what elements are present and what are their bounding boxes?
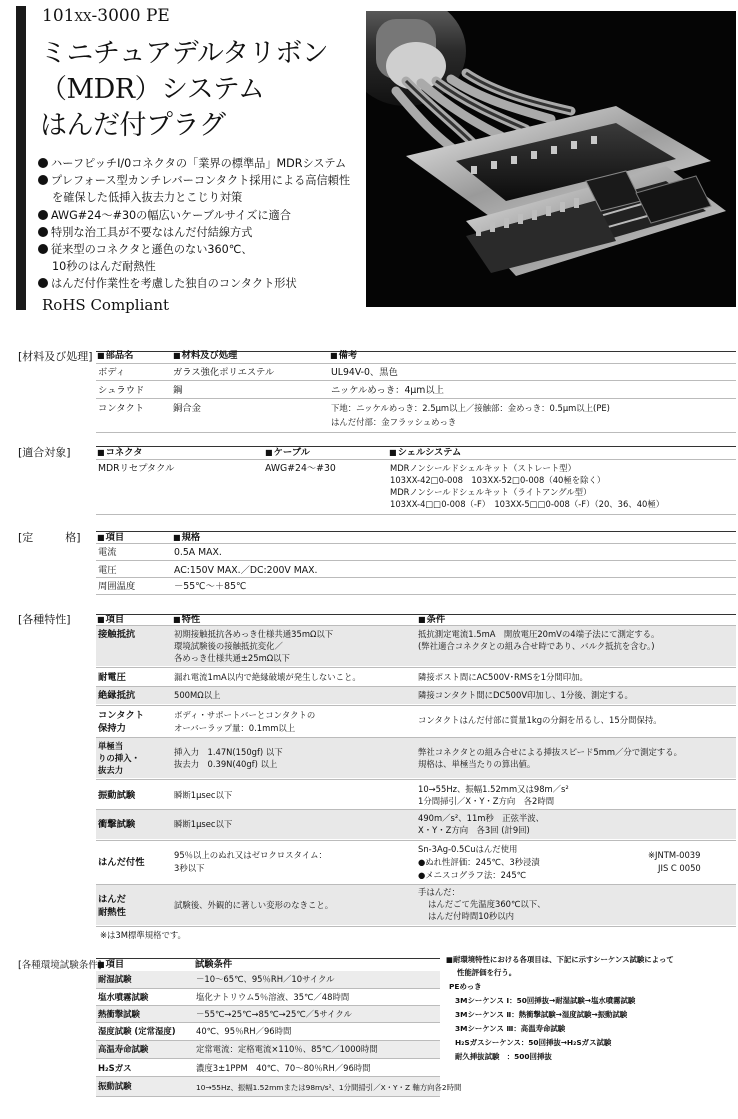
env-note: 耐久挿抜試験 ：500回挿抜 xyxy=(455,1052,552,1061)
char-cond: X・Y・Z方向 各3回 (計9回) xyxy=(418,825,530,835)
feature-item: を確保した低挿入抜去力とこじり対策 xyxy=(52,191,243,205)
char-spec: 試験後、外観的に著しい変形のなきこと。 xyxy=(174,900,334,910)
rohs-label: RoHS Compliant xyxy=(42,296,170,314)
char-cond: はんだごて先温度360℃以下、 xyxy=(428,899,546,909)
material-part: コンタクト xyxy=(98,403,145,414)
feature-item: はんだ付作業性を考慮した独自のコンタクト形状 xyxy=(38,275,368,292)
rating-value: －55℃～＋85℃ xyxy=(174,581,247,592)
page-title xyxy=(40,36,328,144)
col-header: ■ 備考 xyxy=(330,349,357,362)
bullet-icon xyxy=(38,244,48,254)
char-cond: コンタクトはんだ付部に質量1kgの分銅を吊るし、15分間保持。 xyxy=(418,715,662,725)
feature-item: 従来型のコネクタと遜色のない360℃、 xyxy=(38,241,368,258)
col-header: ■ 材料及び処理 xyxy=(173,349,237,362)
compat-shell: 103XX-4□□0-008（-F） 103XX-5□□0-008（-F）（20、36、40極） xyxy=(390,499,665,509)
env-cond: 40℃、95％RH／96時間 xyxy=(196,1026,292,1036)
env-note: 3Mシーケンス Ⅱ：熱衝撃試験→湿度試験→振動試験 xyxy=(455,1010,628,1019)
char-cond: ●ぬれ性評価：245℃、3秒浸漬 xyxy=(418,857,540,867)
env-note: 性能評価を行う。 xyxy=(457,968,517,977)
env-cond: 10→55Hz、振幅1.52mmまたは98m/s²、1分間掃引／X・Y・Z 軸方向各2時間 xyxy=(196,1083,462,1092)
product-photo xyxy=(366,11,736,307)
env-cond: －55℃→25℃→85℃→25℃／5サイクル xyxy=(196,1009,352,1019)
material-value: 鋼 xyxy=(173,385,183,396)
feature-item: ハーフピッチI/0コネクタの「業界の標準品」MDRシステム xyxy=(38,155,368,172)
bullet-icon xyxy=(38,278,48,288)
char-spec: 初期接触抵抗各めっき仕様共通35mΩ以下 xyxy=(174,629,334,639)
material-part: シュラウド xyxy=(98,385,145,396)
char-cond: 抵抗測定電流1.5mA 開放電圧20mVの4端子法にて測定する。 xyxy=(418,629,660,639)
char-ref: JIS C 0050 xyxy=(658,863,701,873)
char-cond: Sn-3Ag-0.5Cuはんだ使用 xyxy=(418,844,518,854)
rating-item: 周囲温度 xyxy=(98,581,136,592)
title-line: ミニチュアデルタリボン xyxy=(40,38,329,69)
char-spec: オーバーラップ量：0.1mm以上 xyxy=(174,723,296,733)
col-header: 試験条件 xyxy=(195,959,233,970)
char-spec: 500MΩ以上 xyxy=(174,690,221,700)
char-cond: 10→55Hz、振幅1.52mm又は98m／s² xyxy=(418,784,569,794)
env-item: H₂Sガス xyxy=(98,1063,132,1073)
char-spec: ボディ・サポートバーとコンタクトの xyxy=(174,710,316,720)
compat-shell: MDRノンシールドシェルキット（ライトアングル型） xyxy=(390,487,592,497)
char-item: 衝撃試験 xyxy=(98,819,136,830)
char-item: 保持力 xyxy=(98,723,126,734)
feature-list xyxy=(38,155,368,293)
char-cond: はんだ付時間10秒以内 xyxy=(428,911,515,921)
char-cond: ●メニスコグラフ法：245℃ xyxy=(418,870,527,880)
material-note: ニッケルめっき：4μm以上 xyxy=(331,385,444,396)
char-spec: 3秒以下 xyxy=(174,863,205,873)
footnote: ※は3M標準規格です。 xyxy=(100,930,186,940)
char-spec: 環境試験後の接触抵抗変化／ xyxy=(174,641,283,651)
bullet-icon xyxy=(38,227,48,237)
compat-shell: 103XX-42□0-008 103XX-52□0-008（40極を除く） xyxy=(390,475,606,485)
char-ref: ※JNTM-0039 xyxy=(648,850,701,860)
rating-value: AC:150V MAX.／DC:200V MAX. xyxy=(174,565,318,576)
char-cond: (弊社適合コネクタとの組み合せ時であり、バルク抵抗を含む。) xyxy=(418,641,655,651)
char-spec: 漏れ電流1mA以内で絶縁破壊が発生しないこと。 xyxy=(174,672,361,682)
char-spec: 抜去力 0.39N(40gf) 以上 xyxy=(174,759,278,769)
env-note: 3Mシーケンス Ⅲ：高温寿命試験 xyxy=(455,1024,566,1033)
char-item: はんだ xyxy=(98,894,126,905)
col-header: ■ 項目 xyxy=(97,531,124,544)
env-cond: 塩化ナトリウム5％溶液、35℃／48時間 xyxy=(196,992,350,1002)
char-item: コンタクト xyxy=(98,710,145,721)
material-note: 下地：ニッケルめっき：2.5μm以上／接触部：金めっき：0.5μm以上(PE) xyxy=(331,403,610,413)
env-cond: 定常電流：定格電流×110％、85℃／1000時間 xyxy=(196,1044,378,1054)
char-item: はんだ付性 xyxy=(98,857,145,868)
compat-connector: MDRリセプタクル xyxy=(98,463,175,474)
bullet-icon xyxy=(38,175,48,185)
col-header: ■ シェルシステム xyxy=(389,446,461,459)
bullet-icon xyxy=(38,158,48,168)
connector-image xyxy=(366,11,736,307)
col-header: ■ 条件 xyxy=(418,613,445,626)
char-item: 振動試験 xyxy=(98,790,136,801)
section-divider xyxy=(96,958,440,959)
part-number: 101XX-3000 PE xyxy=(42,6,170,26)
env-item: 塩水噴霧試験 xyxy=(98,992,149,1002)
env-item: 高温寿命試験 xyxy=(98,1044,149,1054)
title-line: はんだ付プラグ xyxy=(40,110,226,141)
env-item: 湿度試験 (定常湿度) xyxy=(98,1026,176,1036)
char-item: りの挿入・ xyxy=(98,753,140,763)
section-label-compat: [適合対象] xyxy=(18,446,71,459)
char-item: 接触抵抗 xyxy=(98,629,136,640)
col-header: ■ 特性 xyxy=(173,613,200,626)
col-header: ■ コネクタ xyxy=(97,446,143,459)
material-value: 銅合金 xyxy=(173,403,201,414)
rating-item: 電圧 xyxy=(98,565,117,576)
title-line: （MDR）システム xyxy=(40,74,265,105)
feature-item: 特別な治工具が不要なはんだ付結線方式 xyxy=(38,224,368,241)
char-cond: 1分間掃引／X・Y・Z方向 各2時間 xyxy=(418,796,555,806)
compat-shell: MDRノンシールドシェルキット（ストレート型） xyxy=(390,463,576,473)
char-item: 抜去力 xyxy=(98,765,124,775)
rating-value: 0.5A MAX. xyxy=(174,547,222,558)
material-value: ガラス強化ポリエステル xyxy=(173,367,275,378)
env-note: 3Mシーケンス Ⅰ：50回挿抜→耐湿試験→塩水噴霧試験 xyxy=(455,996,636,1005)
char-cond: 弊社コネクタとの組み合せによる挿抜スピード5mm／分で測定する。 xyxy=(418,747,683,757)
section-label-materials: [材料及び処理] xyxy=(18,350,93,363)
env-cond: －10～65℃、95％RH／10サイクル xyxy=(196,974,335,984)
char-item: 絶縁抵抗 xyxy=(98,690,136,701)
char-spec: 挿入力 1.47N(150gf) 以下 xyxy=(174,747,283,757)
env-item: 耐湿試験 xyxy=(98,974,132,984)
col-header: ■ 規格 xyxy=(173,531,200,544)
section-label-environment: [各種環境試験条件] xyxy=(18,960,102,971)
section-label-ratings: [定 格] xyxy=(18,531,81,544)
feature-item: 10秒のはんだ耐熱性 xyxy=(52,260,156,274)
env-item: 振動試験 xyxy=(98,1081,132,1091)
char-cond: 隣接コンタクト間にDC500V印加し、1分後、測定する。 xyxy=(418,690,633,700)
char-item: 耐電圧 xyxy=(98,672,126,683)
col-header: ■ 部品名 xyxy=(97,349,133,362)
feature-item: プレフォース型カンチレバーコンタクト採用による高信頼性 xyxy=(38,172,368,189)
material-part: ボディ xyxy=(98,367,126,378)
material-note: UL94V-0、黒色 xyxy=(331,367,398,378)
rating-item: 電流 xyxy=(98,547,117,558)
char-cond: 手はんだ： xyxy=(418,887,460,897)
char-spec: 瞬断1μsec以下 xyxy=(174,790,233,800)
col-header: ■ ケーブル xyxy=(265,446,310,459)
section-label-characteristics: [各種特性] xyxy=(18,613,71,626)
char-spec: 95％以上のぬれ又はゼロクロスタイム： xyxy=(174,850,327,860)
feature-item: AWG#24～#30の幅広いケーブルサイズに適合 xyxy=(38,207,368,224)
material-note: はんだ付部：金フラッシュめっき xyxy=(331,417,457,427)
env-item: 熱衝撃試験 xyxy=(98,1009,140,1019)
env-note: ■耐環境特性における各項目は、下記に示すシーケンス試験によって xyxy=(446,955,674,964)
char-cond: 490m／s²、11m秒 正弦半波、 xyxy=(418,813,545,823)
char-item: 耐熱性 xyxy=(98,907,126,918)
char-cond: 隣接ポスト間にAC500V･RMSを1分間印加。 xyxy=(418,672,588,682)
accent-bar xyxy=(16,6,26,310)
char-cond: 規格は、単極当たりの算出値。 xyxy=(418,759,536,769)
char-spec: 各めっき仕様共通±25mΩ以下 xyxy=(174,653,290,663)
char-spec: 瞬断1μsec以下 xyxy=(174,819,233,829)
compat-cable: AWG#24～#30 xyxy=(265,463,336,474)
env-note: H₂Sガスシーケンス：50回挿抜→H₂Sガス試験 xyxy=(455,1038,612,1047)
env-cond: 濃度3±1PPM 40℃、70～80％RH／96時間 xyxy=(196,1063,371,1073)
env-note: PEめっき xyxy=(449,982,482,991)
col-header: ■ 項目 xyxy=(97,613,124,626)
bullet-icon xyxy=(38,210,48,220)
col-header: ■ 項目 xyxy=(97,958,124,971)
char-item: 単極当 xyxy=(98,741,124,751)
